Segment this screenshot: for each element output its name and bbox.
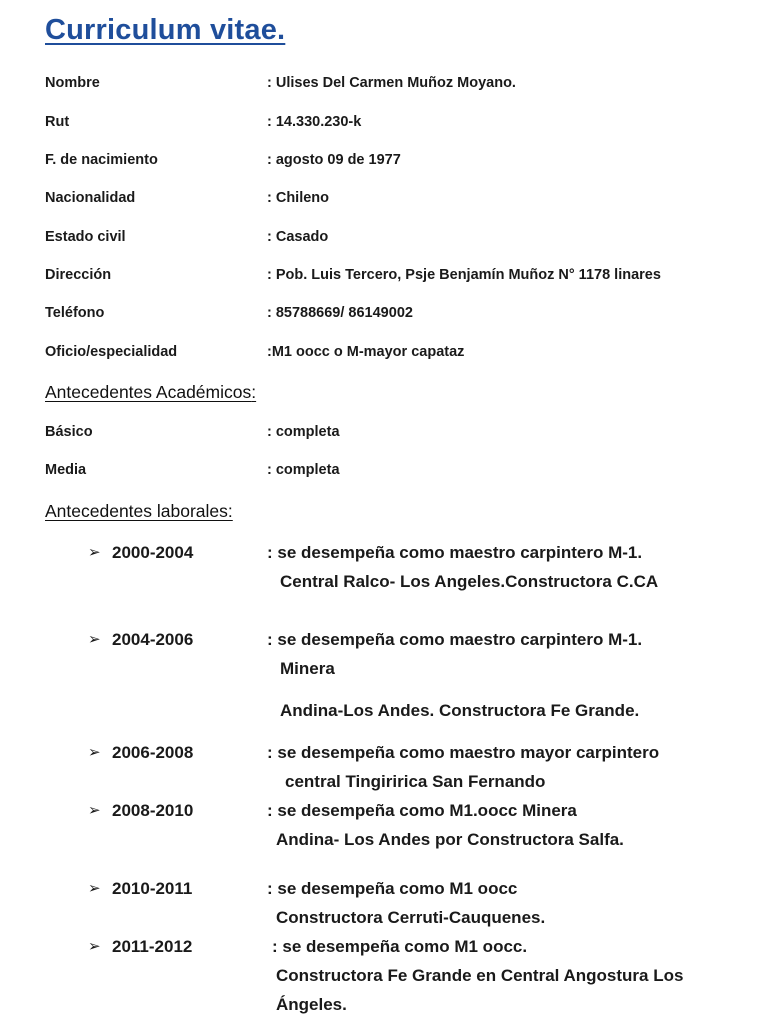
arrow-bullet-icon: ➢	[88, 880, 101, 897]
job-description: : se desempeña como maestro carpintero M-1.	[267, 543, 643, 562]
field-label: Nombre	[45, 75, 100, 91]
field-label: Oficio/especialidad	[45, 344, 178, 360]
section-heading-colon: :	[251, 382, 257, 402]
job-description-cont: central Tingiririca San Fernando	[285, 772, 546, 791]
field-label: Dirección	[45, 267, 112, 283]
job-years: 2008-2010	[112, 801, 194, 820]
arrow-bullet-icon: ➢	[88, 631, 101, 648]
job-years: 2006-2008	[112, 743, 194, 762]
field-label: Teléfono	[45, 305, 105, 321]
field-label: Estado civil	[45, 229, 126, 245]
job-description-cont: Constructora Fe Grande en Central Angostura Los	[276, 966, 684, 985]
field-value: :M1 oocc o M-mayor capataz	[267, 344, 465, 360]
job-description-cont: Minera	[280, 659, 335, 678]
job-description: : se desempeña como M1 oocc	[267, 879, 518, 898]
field-value: : Casado	[267, 229, 329, 245]
job-description: : se desempeña como M1.oocc Minera	[267, 801, 577, 820]
field-value: : completa	[267, 462, 340, 478]
job-description-cont: Ángeles.	[276, 995, 347, 1014]
job-description: : se desempeña como maestro mayor carpintero	[267, 743, 660, 762]
field-label: Media	[45, 462, 87, 478]
section-heading-academicos	[45, 382, 256, 403]
field-label: Básico	[45, 424, 93, 440]
job-description: : se desempeña como maestro carpintero M-1.	[267, 630, 643, 649]
job-years: 2004-2006	[112, 630, 194, 649]
field-value: : Pob. Luis Tercero, Psje Benjamín Muñoz N° 1178 linares	[267, 267, 661, 283]
job-years: 2000-2004	[112, 543, 194, 562]
section-heading-text: Antecedentes Académicos	[45, 382, 252, 402]
job-description-cont: Central Ralco- Los Angeles.Constructora C.CA	[280, 572, 659, 591]
field-value: : completa	[267, 424, 340, 440]
job-description: : se desempeña como M1 oocc.	[272, 937, 528, 956]
page-title: Curriculum vitae.	[45, 14, 286, 46]
arrow-bullet-icon: ➢	[88, 938, 101, 955]
field-value: : Ulises Del Carmen Muñoz Moyano.	[267, 75, 516, 91]
job-years: 2010-2011	[112, 879, 193, 898]
field-label: Nacionalidad	[45, 190, 136, 206]
field-value: : 85788669/ 86149002	[267, 305, 413, 321]
field-label: Rut	[45, 114, 70, 130]
arrow-bullet-icon: ➢	[88, 744, 101, 761]
arrow-bullet-icon: ➢	[88, 544, 101, 561]
job-description-cont: Andina- Los Andes por Constructora Salfa.	[276, 830, 624, 849]
section-heading-laborales: Antecedentes laborales:	[45, 501, 233, 521]
field-value: : Chileno	[267, 190, 330, 206]
arrow-bullet-icon: ➢	[88, 802, 101, 819]
field-value: : agosto 09 de 1977	[267, 152, 401, 168]
field-value: : 14.330.230-k	[267, 114, 362, 130]
job-description-cont: Andina-Los Andes. Constructora Fe Grande.	[280, 701, 640, 720]
job-years: 2011-2012	[112, 937, 193, 956]
field-label: F. de nacimiento	[45, 152, 158, 168]
job-description-cont: Constructora Cerruti-Cauquenes.	[276, 908, 546, 927]
